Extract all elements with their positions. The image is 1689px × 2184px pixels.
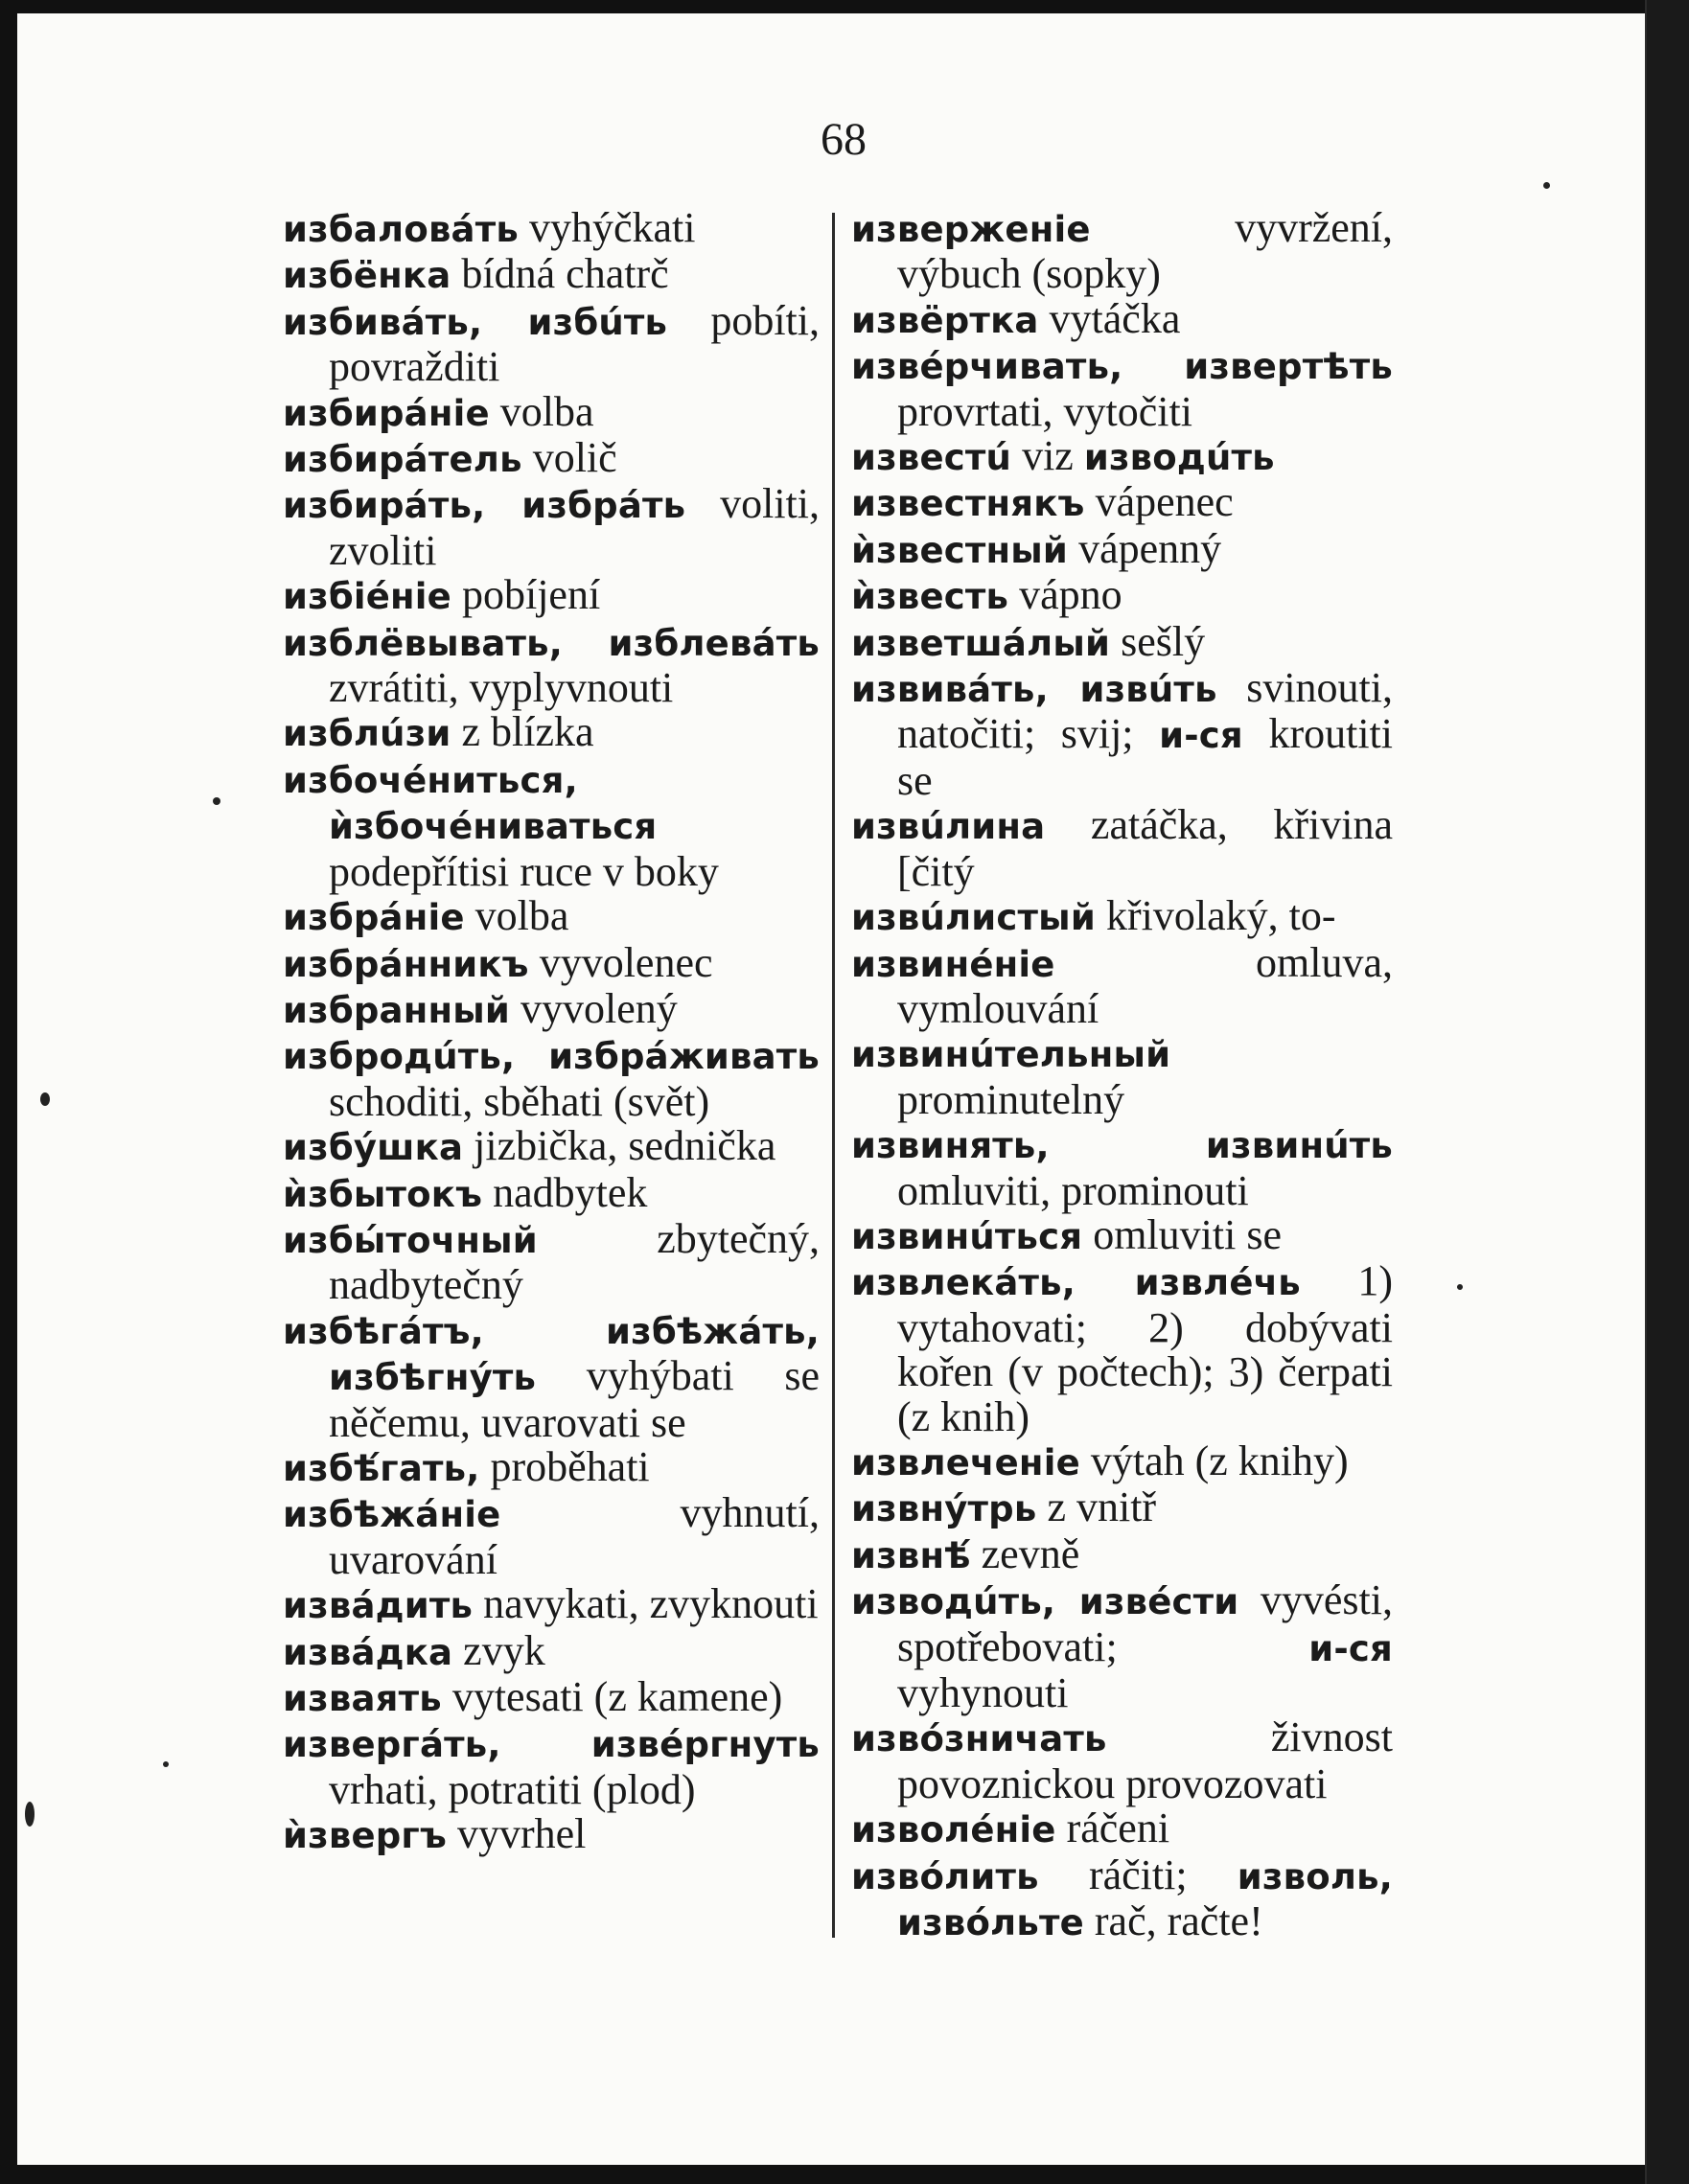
- dictionary-entry: [283, 984, 820, 1033]
- print-speck: [40, 1092, 50, 1106]
- translation: vytáčka: [1049, 294, 1181, 342]
- translation: rač, račte!: [1094, 1897, 1263, 1945]
- headword: изверженiе: [851, 209, 1091, 250]
- translation: vyvésti, spotřebovati;: [897, 1576, 1393, 1670]
- dictionary-entry: [851, 573, 1393, 619]
- print-speck: [1543, 182, 1550, 189]
- headword: изблúзи: [283, 713, 451, 755]
- dictionary-entry: [283, 1675, 820, 1721]
- translation: volič: [532, 434, 617, 482]
- headword: избочéниться, ѝзбочéниваться: [283, 759, 658, 848]
- dictionary-entry: [851, 480, 1393, 526]
- translation: omluviti se: [1093, 1210, 1282, 1258]
- dictionary-entry: [851, 524, 1393, 573]
- headword: извлекáть, извлéчь: [851, 1262, 1301, 1304]
- translation: bídná chatrč: [461, 250, 669, 298]
- headword: извлеченiе: [851, 1441, 1080, 1483]
- headword: ѝзбытокъ: [283, 1173, 483, 1215]
- book-edge: [1647, 0, 1689, 2184]
- dictionary-entry: [283, 1214, 820, 1309]
- left-column: [283, 206, 820, 1859]
- headword: избы́точный: [283, 1219, 538, 1261]
- dictionary-entry: [283, 710, 820, 756]
- headword: изваять: [283, 1678, 442, 1719]
- translation: vápenný: [1078, 524, 1222, 572]
- dictionary-entry: [283, 206, 820, 252]
- headword: извúлина: [851, 806, 1046, 848]
- translation: 1) vytahovati; 2) dobývati kořen (v počtech); 3) čerpati (z knih): [897, 1257, 1393, 1440]
- headword: и-ся: [1159, 715, 1243, 757]
- translation: svinouti, natočiti; svij;: [897, 664, 1393, 758]
- dictionary-entry: [283, 1124, 820, 1170]
- headword: избýшка: [283, 1127, 464, 1169]
- headword: ѝзвесть: [851, 576, 1009, 618]
- right-column: [851, 206, 1393, 1945]
- headword: извáдка: [283, 1631, 453, 1673]
- headword: изблёвывать, изблевáть: [283, 622, 820, 664]
- print-speck: [163, 1761, 169, 1767]
- dictionary-entry: [851, 1259, 1393, 1439]
- translation: pobíti, povražditi: [329, 296, 820, 391]
- translation: živnost povoznickou provozovati: [897, 1713, 1393, 1807]
- headword: извинéнiе: [851, 943, 1055, 985]
- headword: ѝзвестный: [851, 529, 1069, 571]
- headword: извúлистый: [851, 897, 1096, 939]
- page-number: 68: [821, 114, 867, 165]
- translation: ráčiti;: [1088, 1851, 1188, 1898]
- translation: podepřítisi ruce v boky: [329, 847, 719, 895]
- translation: prominutelný: [897, 1075, 1125, 1123]
- dictionary-entry: [851, 1853, 1393, 1946]
- dictionary-entry: [283, 1168, 820, 1217]
- dictionary-entry: [283, 1812, 820, 1858]
- translation: vyhýbati se něčemu, uvarovati se: [329, 1352, 820, 1446]
- translation: vyvržení, výbuch (sopky): [897, 204, 1393, 298]
- dictionary-entry: [283, 1582, 820, 1628]
- headword: избёнка: [283, 255, 451, 297]
- headword: извéрчивать, извертѣть: [851, 346, 1393, 388]
- headword: извинúтельный: [851, 1034, 1171, 1076]
- headword: избирáть, избрáть: [283, 485, 686, 527]
- translation: zvrátiti, vyplyvnouti: [329, 664, 674, 712]
- dictionary-entry: [283, 573, 820, 619]
- headword: извóлить: [851, 1855, 1039, 1897]
- headword: извóзничать: [851, 1718, 1107, 1760]
- translation: vyvolenec: [539, 938, 713, 986]
- dictionary-entry: [283, 436, 820, 482]
- headword: избирáнiе: [283, 392, 490, 434]
- dictionary-entry: [851, 206, 1393, 297]
- headword: избѣгáтъ, избѣжáть, избѣгнýть: [283, 1310, 820, 1399]
- dictionary-entry: [851, 938, 1393, 1032]
- dictionary-entry: [851, 1210, 1393, 1259]
- translation: křivolaký, to-: [1105, 892, 1336, 940]
- translation: sešlý: [1121, 617, 1206, 665]
- headword: изводúть: [1083, 437, 1275, 479]
- print-speck: [213, 797, 220, 805]
- dictionary-entry: [851, 666, 1393, 803]
- translation: omluviti, prominouti: [897, 1166, 1249, 1214]
- headword: избивáть, избúть: [283, 301, 668, 343]
- print-speck: [1457, 1284, 1463, 1290]
- headword: извергáть, извéргнуть: [283, 1724, 820, 1766]
- translation: vápenec: [1095, 478, 1234, 526]
- translation: kroutiti se: [897, 710, 1394, 804]
- translation: vápno: [1019, 571, 1122, 619]
- dictionary-entry: [283, 1626, 820, 1675]
- translation: zvyk: [463, 1626, 545, 1674]
- translation: viz: [1022, 432, 1074, 480]
- headword: избродúть, избрáживать: [283, 1036, 820, 1078]
- translation: volba: [474, 892, 569, 940]
- translation: zbytečný, nadbytečný: [329, 1214, 820, 1309]
- headword: избѣжáнiе: [283, 1494, 501, 1536]
- dictionary-entry: [283, 482, 820, 573]
- headword: извáдить: [283, 1585, 474, 1627]
- dictionary-entry: [851, 1485, 1393, 1531]
- dictionary-entry: [851, 1806, 1393, 1852]
- dictionary-entry: [851, 1715, 1393, 1806]
- headword: извинять, извинúть: [851, 1125, 1393, 1167]
- dictionary-entry: [851, 1439, 1393, 1485]
- translation: proběhati: [490, 1442, 650, 1490]
- dictionary-entry: [283, 620, 820, 711]
- dictionary-entry: [851, 803, 1393, 894]
- headword: избирáтель: [283, 439, 522, 481]
- dictionary-entry: [851, 894, 1393, 940]
- translation: omluva, vymlouvání: [897, 938, 1393, 1032]
- dictionary-entry: [851, 1031, 1393, 1122]
- headword: и-ся: [1308, 1627, 1393, 1669]
- dictionary-entry: [283, 296, 820, 391]
- dictionary-entry: [283, 1033, 820, 1124]
- headword: изводúть, извéсти: [851, 1581, 1239, 1623]
- headword: избранный: [283, 989, 511, 1031]
- translation: výtah (z knihy): [1090, 1437, 1349, 1484]
- dictionary-entry: [851, 1122, 1393, 1213]
- dictionary-entry: [283, 1308, 820, 1445]
- headword: избрáнiе: [283, 897, 465, 939]
- dictionary-entry: [283, 938, 820, 987]
- translation: jizbička, sednička: [474, 1122, 776, 1170]
- translation: z vnitř: [1047, 1483, 1157, 1531]
- dictionary-entry: [283, 894, 820, 940]
- dictionary-entry: [851, 294, 1393, 343]
- dictionary-entry: [283, 1491, 820, 1582]
- headword: извнýтрь: [851, 1488, 1037, 1530]
- headword: известнякъ: [851, 483, 1085, 525]
- headword: изветшáлый: [851, 622, 1111, 664]
- dictionary-entry: [851, 343, 1393, 434]
- headword: избѣ́гать,: [283, 1447, 480, 1489]
- translation: zevně: [981, 1529, 1080, 1577]
- translation: provrtati, vytočiti: [897, 387, 1192, 435]
- dictionary-entry: [851, 1529, 1393, 1578]
- headword: избiéнiе: [283, 576, 451, 618]
- headword: ѝзвергъ: [283, 1815, 447, 1857]
- headword: извёртка: [851, 299, 1039, 341]
- dictionary-entry: [283, 1442, 820, 1491]
- headword: изволь, извóльте: [897, 1855, 1393, 1944]
- headword: известú: [851, 437, 1012, 479]
- translation: schoditi, sběhati (svět): [329, 1077, 710, 1125]
- translation: vrhati, potratiti (plod): [329, 1765, 696, 1813]
- headword: извивáть, извúть: [851, 669, 1217, 711]
- translation: ráčeni: [1066, 1805, 1170, 1852]
- translation: nadbytek: [493, 1168, 648, 1216]
- translation: vyhynouti: [897, 1669, 1069, 1716]
- dictionary-entry: [851, 1578, 1393, 1715]
- dictionary-entry: [851, 434, 1393, 480]
- translation: vyhnutí, uvarování: [329, 1489, 820, 1583]
- translation: vyvrhel: [456, 1810, 587, 1858]
- translation: volba: [499, 387, 594, 435]
- headword: извинúться: [851, 1215, 1083, 1257]
- headword: извнѣ́: [851, 1534, 971, 1576]
- translation: z blízka: [461, 708, 594, 756]
- dictionary-entry: [283, 252, 820, 298]
- column-divider: [832, 213, 835, 1938]
- dictionary-entry: [851, 617, 1393, 666]
- dictionary-entry: [283, 757, 820, 894]
- translation: zatáčka, křivina [čitý: [897, 801, 1393, 895]
- headword: изволéнiе: [851, 1809, 1056, 1851]
- translation: voliti, zvoliti: [329, 480, 820, 574]
- translation: vytesati (z kamene): [451, 1673, 783, 1720]
- translation: pobíjení: [461, 571, 601, 619]
- headword: избрáнникъ: [283, 943, 529, 985]
- print-speck: [25, 1802, 35, 1827]
- dictionary-entry: [283, 1721, 820, 1812]
- translation: vyhýčkati: [528, 204, 696, 251]
- headword: избаловáть: [283, 209, 519, 250]
- translation: navykati, zvyknouti: [483, 1580, 819, 1628]
- dictionary-entry: [283, 387, 820, 436]
- translation: vyvolený: [521, 984, 678, 1032]
